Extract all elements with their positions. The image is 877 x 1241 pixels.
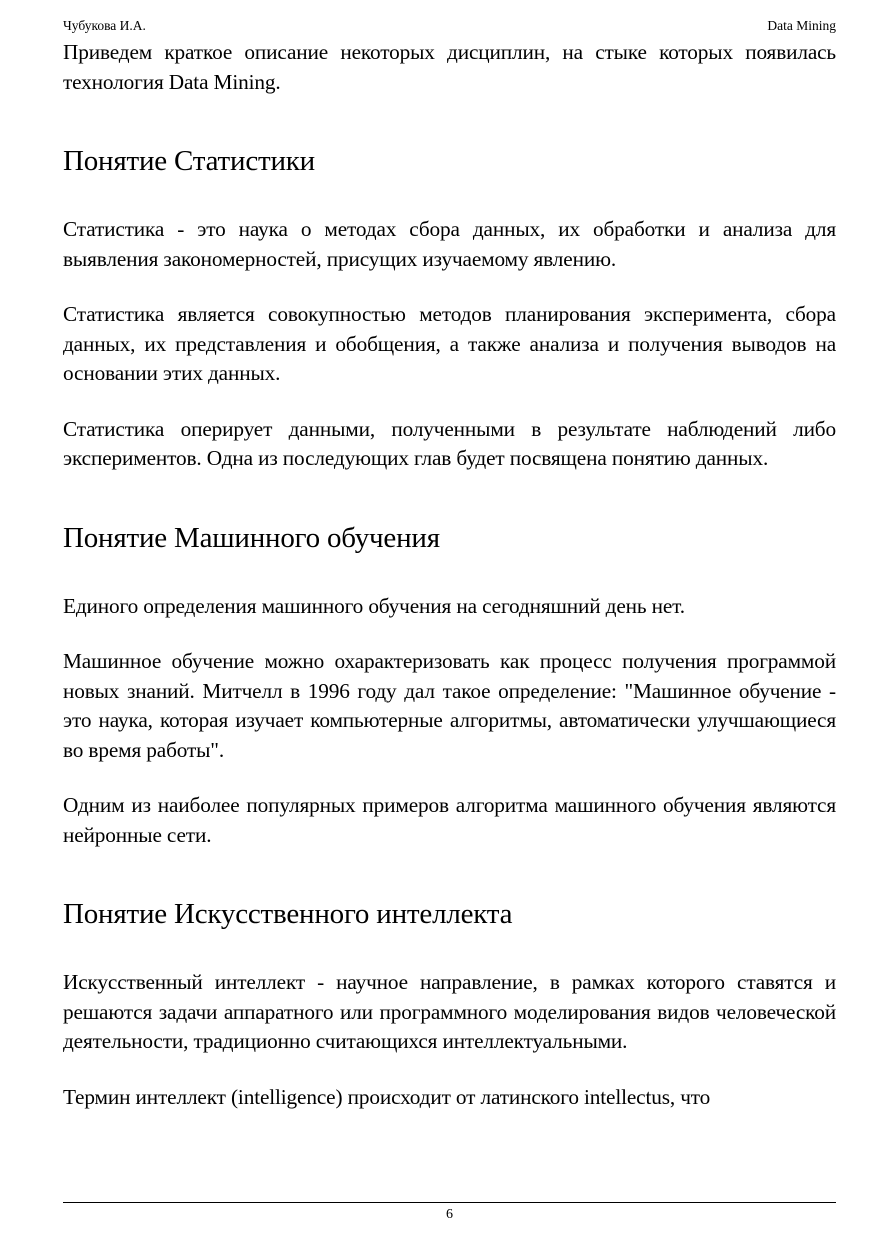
section-machine-learning — [63, 520, 836, 851]
running-header — [63, 17, 836, 35]
section-heading: Понятие Статистики — [63, 145, 315, 177]
paragraph: Одним из наиболее популярных примеров алгоритма машинного обучения являются нейронные сети. — [63, 793, 836, 847]
section-heading: Понятие Искусственного интеллекта — [63, 898, 513, 930]
header-author: Чубукова И.А. — [63, 18, 146, 33]
paragraph: Статистика оперирует данными, полученными в результате наблюдений либо экспериментов. Одна из последующих глав будет посвящена понятию данных. — [63, 416, 836, 470]
paragraph: Машинное обучение можно охарактеризовать как процесс получения программой новых знаний. Митчелл в 1996 году дал такое определение: "Машинное обучение - это наука, которая изучает компьютерные алгоритмы, автоматически улучшающиеся во время работы". — [63, 649, 836, 762]
paragraph: Искусственный интеллект - научное направление, в рамках которого ставятся и решаются задачи аппаратного или программного моделирования видов человеческой деятельности, традиционно считающихся интеллектуальными. — [63, 970, 836, 1053]
paragraph: Статистика является совокупностью методов планирования эксперимента, сбора данных, их представления и обобщения, а также анализа и получения выводов на основании этих данных. — [63, 302, 836, 385]
paragraph: Статистика - это наука о методах сбора данных, их обработки и анализа для выявления закономерностей, присущих изучаемому явлению. — [63, 217, 836, 271]
section-artificial-intelligence — [63, 896, 836, 1112]
header-title: Data Mining — [767, 18, 836, 33]
page-content — [63, 38, 836, 1112]
intro-paragraph: Приведем краткое описание некоторых дисциплин, на стыке которых появилась технология Data Mining. — [63, 40, 836, 94]
document-page — [63, 0, 836, 1241]
paragraph: Термин интеллект (intelligence) происходит от латинского intellectus, что — [63, 1084, 711, 1109]
page-number: 6 — [446, 1207, 453, 1222]
footer-divider — [63, 1202, 836, 1203]
section-heading: Понятие Машинного обучения — [63, 521, 440, 554]
paragraph: Единого определения машинного обучения на сегодняшний день нет. — [63, 593, 685, 618]
section-statistics — [63, 143, 836, 474]
